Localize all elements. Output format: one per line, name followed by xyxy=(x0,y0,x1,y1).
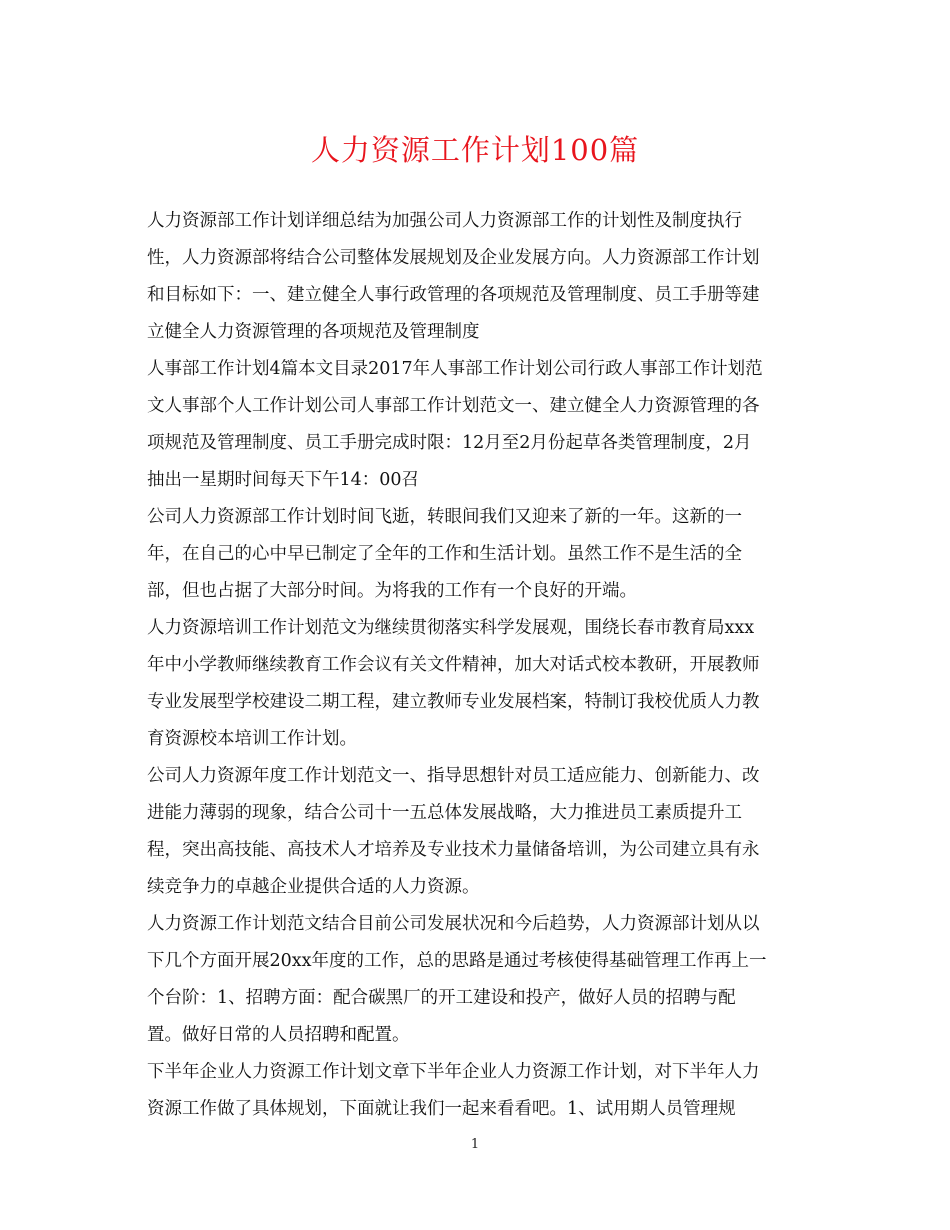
paragraph xyxy=(147,758,807,906)
text-line: 资源工作做了具体规划，下面就让我们一起来看看吧。1、试用期人员管理规 xyxy=(147,1099,736,1119)
text-line: 文人事部个人工作计划公司人事部工作计划范文一、建立健全人力资源管理的各 xyxy=(147,396,760,416)
text-line: 性，人力资源部将结合公司整体发展规划及企业发展方向。人力资源部工作计划 xyxy=(147,248,760,268)
text-line: 立健全人力资源管理的各项规范及管理制度 xyxy=(147,322,480,342)
text-line: 人力资源工作计划范文结合目前公司发展状况和今后趋势，人力资源部计划从以 xyxy=(147,914,760,934)
page-number: 1 xyxy=(470,1137,480,1152)
text-line: 人事部工作计划4篇本文目录2017年人事部工作计划公司行政人事部工作计划范 xyxy=(147,359,763,379)
text-line: 公司人力资源部工作计划时间飞逝，转眼间我们又迎来了新的一年。这新的一 xyxy=(147,507,742,527)
text-line: 人力资源培训工作计划范文为继续贯彻落实科学发展观，围绕长春市教育局xxx xyxy=(147,618,755,638)
paragraph xyxy=(147,1054,807,1128)
document-body xyxy=(147,203,807,1128)
page-title: 人力资源工作计划100篇 xyxy=(310,133,640,167)
text-line: 年中小学教师继续教育工作会议有关文件精神，加大对话式校本教研，开展教师 xyxy=(147,655,760,675)
text-line: 下半年企业人力资源工作计划文章下半年企业人力资源工作计划，对下半年人力 xyxy=(147,1062,760,1082)
text-line: 专业发展型学校建设二期工程，建立教师专业发展档案，特制订我校优质人力教 xyxy=(147,692,760,712)
text-line: 置。做好日常的人员招聘和配置。 xyxy=(147,1025,410,1045)
text-line: 项规范及管理制度、员工手册完成时限：12月至2月份起草各类管理制度，2月 xyxy=(147,433,752,453)
paragraph xyxy=(147,499,807,610)
text-line: 抽出一星期时间每天下午14：00召 xyxy=(147,470,420,490)
text-line: 育资源校本培训工作计划。 xyxy=(147,729,357,749)
text-line: 下几个方面开展20xx年度的工作，总的思路是通过考核使得基础管理工作再上一 xyxy=(147,951,767,971)
text-line: 续竞争力的卓越企业提供合适的人力资源。 xyxy=(147,877,480,897)
paragraph xyxy=(147,610,807,758)
text-line: 程，突出高技能、高技术人才培养及专业技术力量储备培训，为公司建立具有永 xyxy=(147,840,760,860)
paragraph xyxy=(147,351,807,499)
text-line: 进能力薄弱的现象，结合公司十一五总体发展战略，大力推进员工素质提升工 xyxy=(147,803,742,823)
paragraph xyxy=(147,203,807,351)
text-line: 部，但也占据了大部分时间。为将我的工作有一个良好的开端。 xyxy=(147,581,637,601)
text-line: 年，在自己的心中早已制定了全年的工作和生活计划。虽然工作不是生活的全 xyxy=(147,544,742,564)
text-line: 人力资源部工作计划详细总结为加强公司人力资源部工作的计划性及制度执行 xyxy=(147,211,742,231)
text-line: 个台阶：1、招聘方面：配合碳黑厂的开工建设和投产，做好人员的招聘与配 xyxy=(147,988,736,1008)
paragraph xyxy=(147,906,807,1054)
text-line: 和目标如下：一、建立健全人事行政管理的各项规范及管理制度、员工手册等建 xyxy=(147,285,760,305)
text-line: 公司人力资源年度工作计划范文一、指导思想针对员工适应能力、创新能力、改 xyxy=(147,766,760,786)
